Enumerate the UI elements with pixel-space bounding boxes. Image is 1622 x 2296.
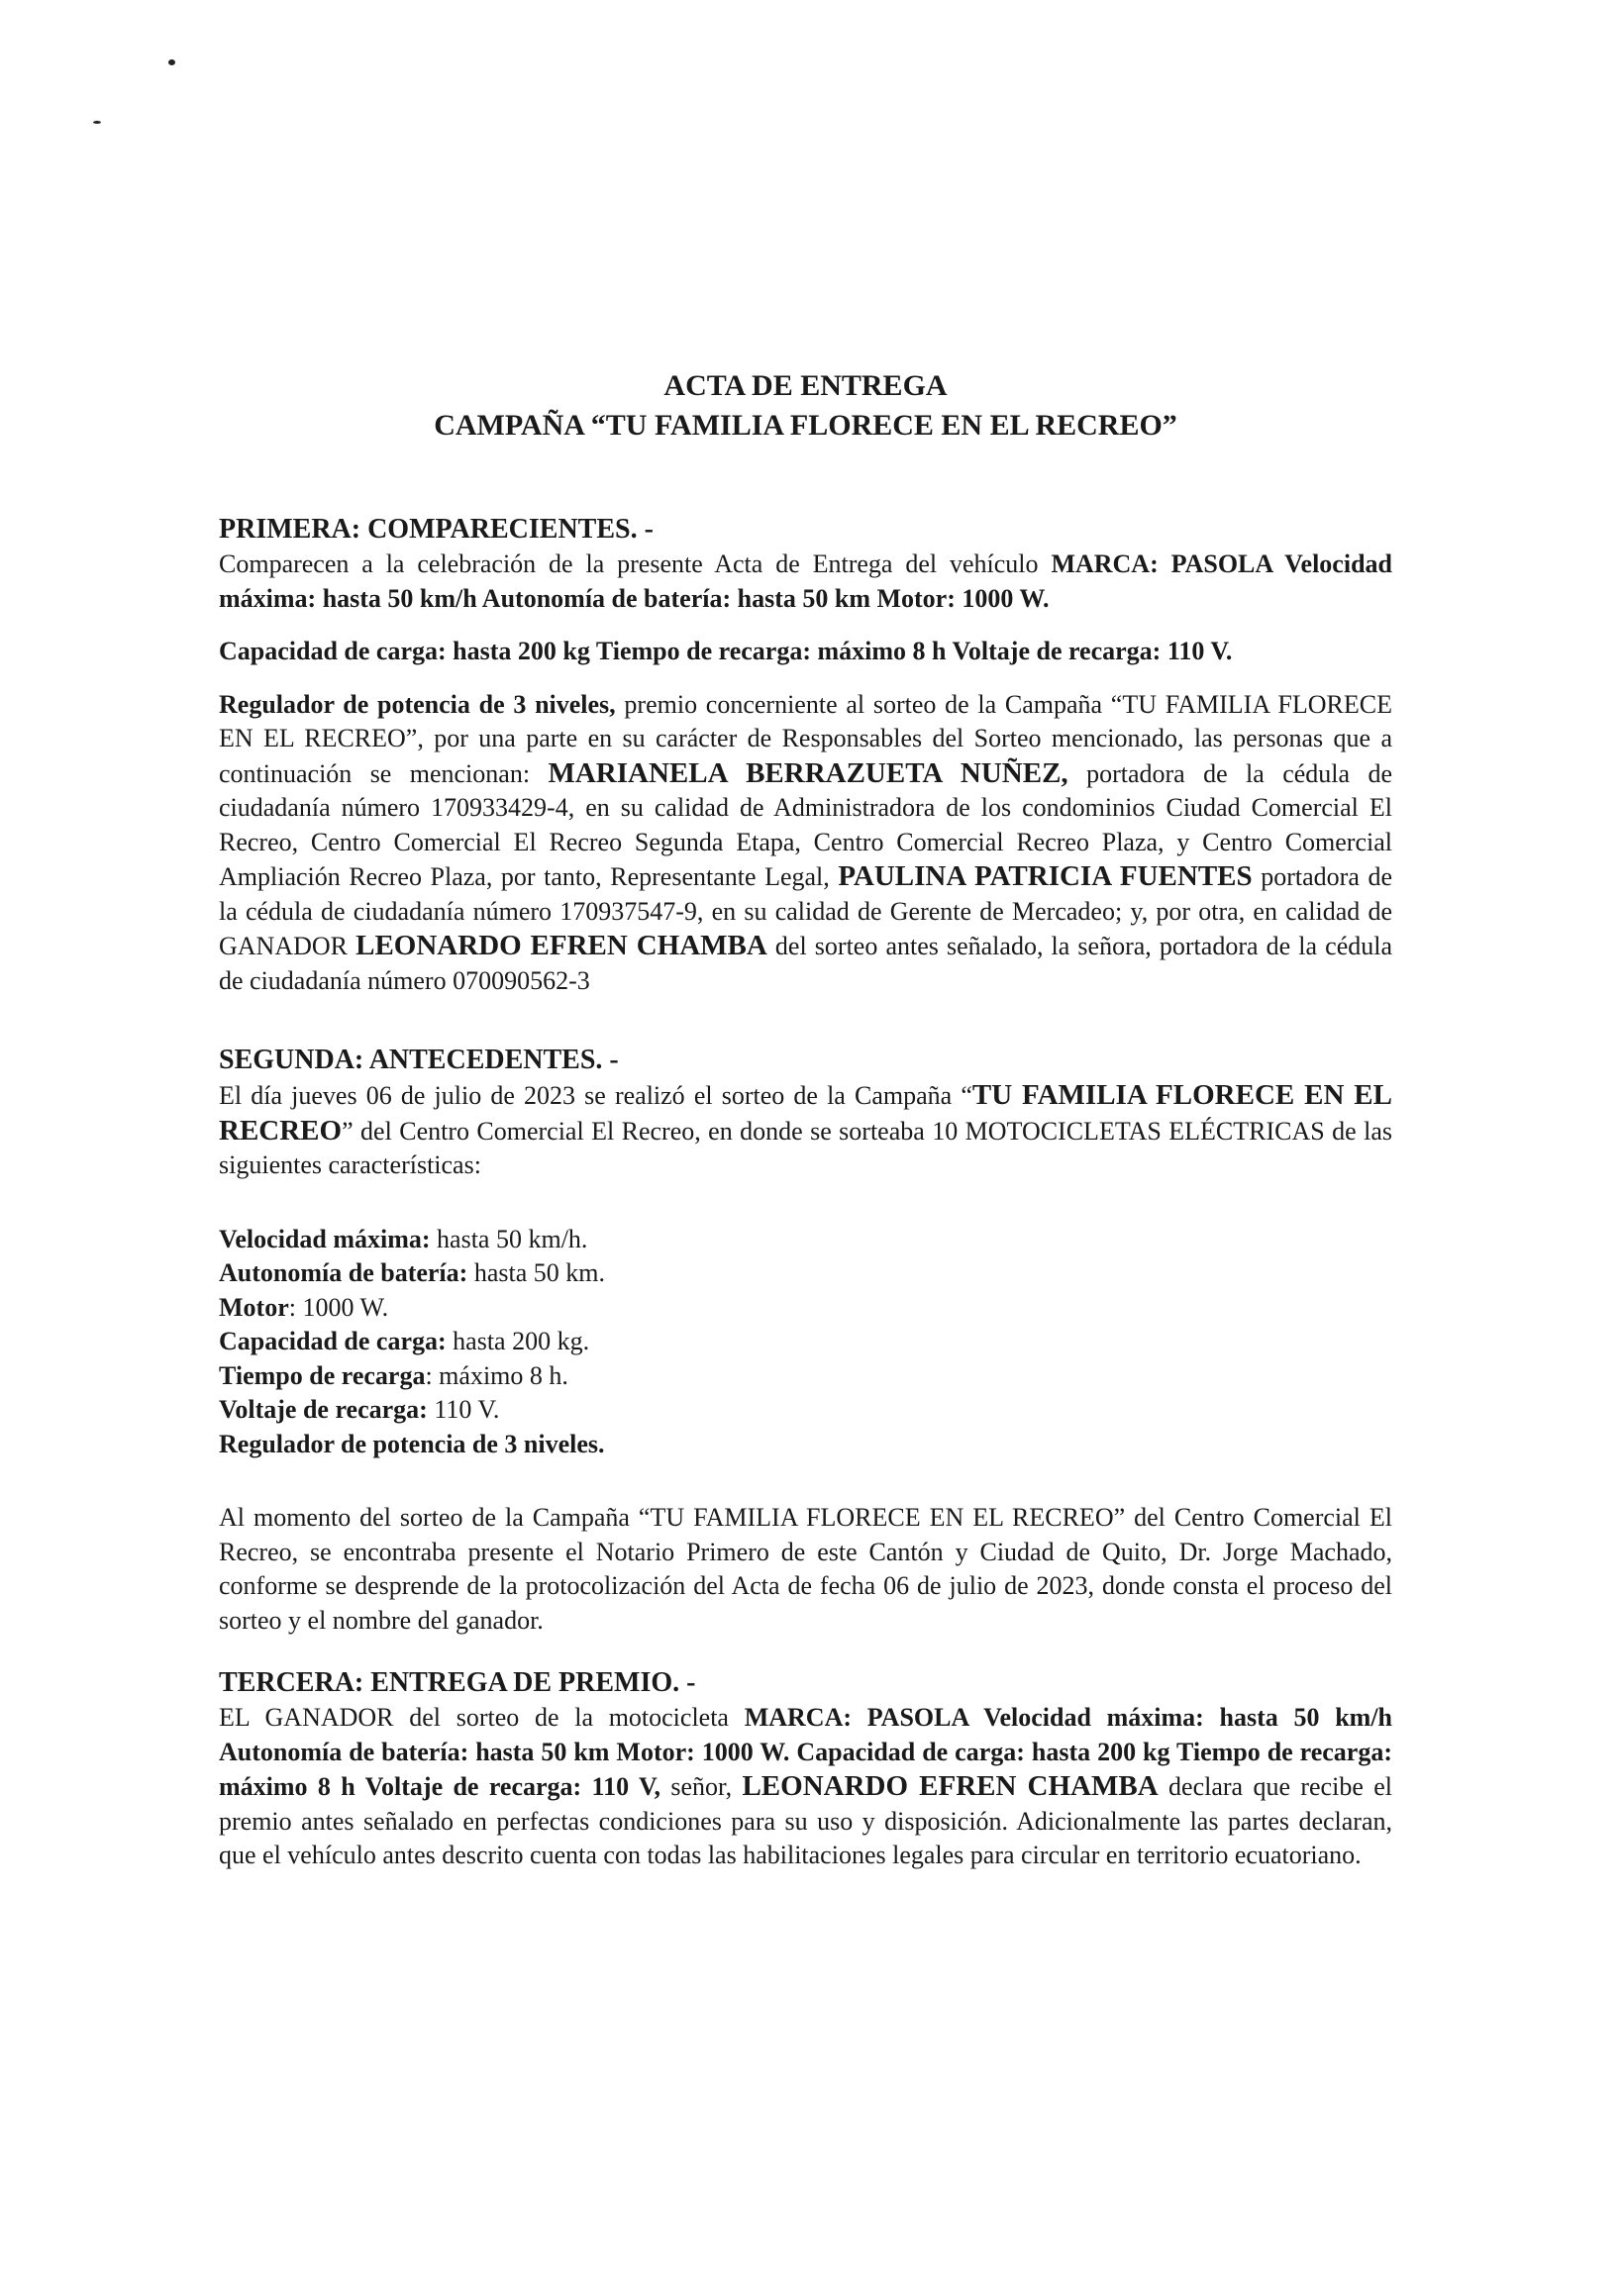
paragraph (219, 688, 1392, 999)
text-run: portadora de la cédula de ciudadanía número 170937547-9, en su calidad de Gerente de Mercadeo; y, por otra, en calidad de GANADOR (219, 862, 1392, 960)
text-run: declara que recibe el premio antes señalado en perfectas condiciones para su uso y disposición. Adicionalmente las partes declaran, que el vehículo antes descrito cuenta con todas las habilitaciones legales para circular en territorio ecuatoriano. (219, 1772, 1392, 1869)
spec-item (219, 1393, 1392, 1428)
text-run: EL GANADOR del sorteo de la motocicleta (219, 1703, 745, 1732)
section-entrega-premio (219, 1665, 1392, 1873)
spec-label: Velocidad máxima: (219, 1224, 431, 1253)
spec-label: Autonomía de batería: (219, 1258, 468, 1287)
text-run: El día jueves 06 de julio de 2023 se realizó el sorteo de la Campaña “ (219, 1081, 972, 1110)
spec-label: Tiempo de recarga (219, 1360, 426, 1390)
paragraph (219, 1701, 1392, 1873)
spec-list (219, 1223, 1392, 1462)
spec-item (219, 1256, 1392, 1291)
spec-label: Motor (219, 1292, 289, 1322)
text-run: portadora de la cédula de ciudadanía número 170933429-4, en su calidad de Administradora de los condominios Ciudad Comercial El Recreo, Centro Comercial El Recreo Segunda Etapa, Centro Comercial Recreo Plaza, y Centro Comercial Ampliación Recreo Plaza, por tanto, Representante Legal, (219, 758, 1392, 891)
title-block (219, 366, 1392, 446)
vehicle-specs-bold: Capacidad de carga: hasta 200 kg Tiempo de recarga: máximo 8 h Voltaje de recarga: 110 V. (219, 637, 1233, 665)
spec-label: Regulador de potencia de 3 niveles. (219, 1429, 605, 1458)
scan-speck (168, 59, 175, 65)
spec-label: Capacidad de carga: (219, 1327, 447, 1355)
spec-item (219, 1291, 1392, 1326)
paragraph: Al momento del sorteo de la Campaña “TU FAMILIA FLORECE EN EL RECREO” del Centro Comercial El Recreo, se encontraba presente el Notario Primero de este Cantón y Ciudad de Quito, Dr. Jorge Machado, conforme se desprende de la protocolización del Acta de fecha 06 de julio de 2023, donde consta el proceso del sorteo y el nombre del ganador. (219, 1503, 1392, 1635)
section-heading: SEGUNDA: ANTECEDENTES. - (219, 1045, 619, 1075)
paragraph (219, 635, 1392, 669)
paragraph (219, 548, 1392, 616)
text-run: ” del Centro Comercial El Recreo, en donde se sorteaba 10 MOTOCICLETAS ELÉCTRICAS de las siguientes características: (219, 1116, 1392, 1179)
spec-value: hasta 50 km. (467, 1258, 605, 1287)
spec-value: hasta 50 km/h. (430, 1224, 588, 1253)
spec-label: Voltaje de recarga: (219, 1395, 428, 1424)
winner-name: LEONARDO EFREN CHAMBA (742, 1770, 1159, 1802)
spec-value: : máximo 8 h. (425, 1360, 568, 1390)
section-heading: TERCERA: ENTREGA DE PREMIO. - (219, 1667, 696, 1698)
section-antecedentes (219, 1043, 1392, 1638)
text-run: Comparecen a la celebración de la presente Acta de Entrega del vehículo (219, 549, 1052, 578)
vehicle-specs-bold: MARCA: PASOLA Velocidad máxima: hasta 50 km/h Autonomía de batería: hasta 50 km Motor: 1000 W. Capacidad de carga: hasta 200 kg Tiempo de recarga: máximo 8 h Voltaje de recarga: 110 V, (219, 1703, 1392, 1801)
spec-item (219, 1223, 1392, 1257)
section-heading: PRIMERA: COMPARECIENTES. - (219, 514, 654, 545)
paragraph (219, 1078, 1392, 1183)
text-run: premio concerniente al sorteo de la Campaña “TU FAMILIA FLORECE EN EL RECREO”, por una parte en su carácter de Responsables del Sorteo mencionado, las personas que a continuación se mencionan: (219, 689, 1392, 788)
document-page (219, 366, 1392, 1873)
spec-item (219, 1428, 1392, 1462)
text-bold: Regulador de potencia de 3 niveles, (219, 689, 616, 719)
spec-item (219, 1359, 1392, 1394)
scan-speck (93, 121, 101, 124)
campaign-name: TU FAMILIA FLORECE EN EL RECREO (219, 1079, 1392, 1147)
text-run: señor, (659, 1772, 743, 1801)
vehicle-specs-bold: MARCA: PASOLA Velocidad máxima: hasta 50 km/h Autonomía de batería: hasta 50 km Motor: 1000 W. (219, 549, 1392, 613)
document-subtitle: CAMPAÑA “TU FAMILIA FLORECE EN EL RECREO” (434, 409, 1177, 442)
spec-value: : 1000 W. (288, 1292, 389, 1322)
spec-value: hasta 200 kg. (446, 1327, 590, 1355)
person-name: MARIANELA BERRAZUETA NUÑEZ, (548, 756, 1068, 789)
document-title: ACTA DE ENTREGA (663, 369, 948, 402)
person-name: PAULINA PATRICIA FUENTES (838, 860, 1253, 892)
section-comparecientes (219, 512, 1392, 998)
spec-item (219, 1325, 1392, 1359)
text-run: del sorteo antes señalado, la señora, portadora de la cédula de ciudadanía número 070090562-3 (219, 932, 1393, 995)
winner-name: LEONARDO EFREN CHAMBA (355, 930, 767, 961)
spec-value: 110 V. (427, 1395, 500, 1424)
